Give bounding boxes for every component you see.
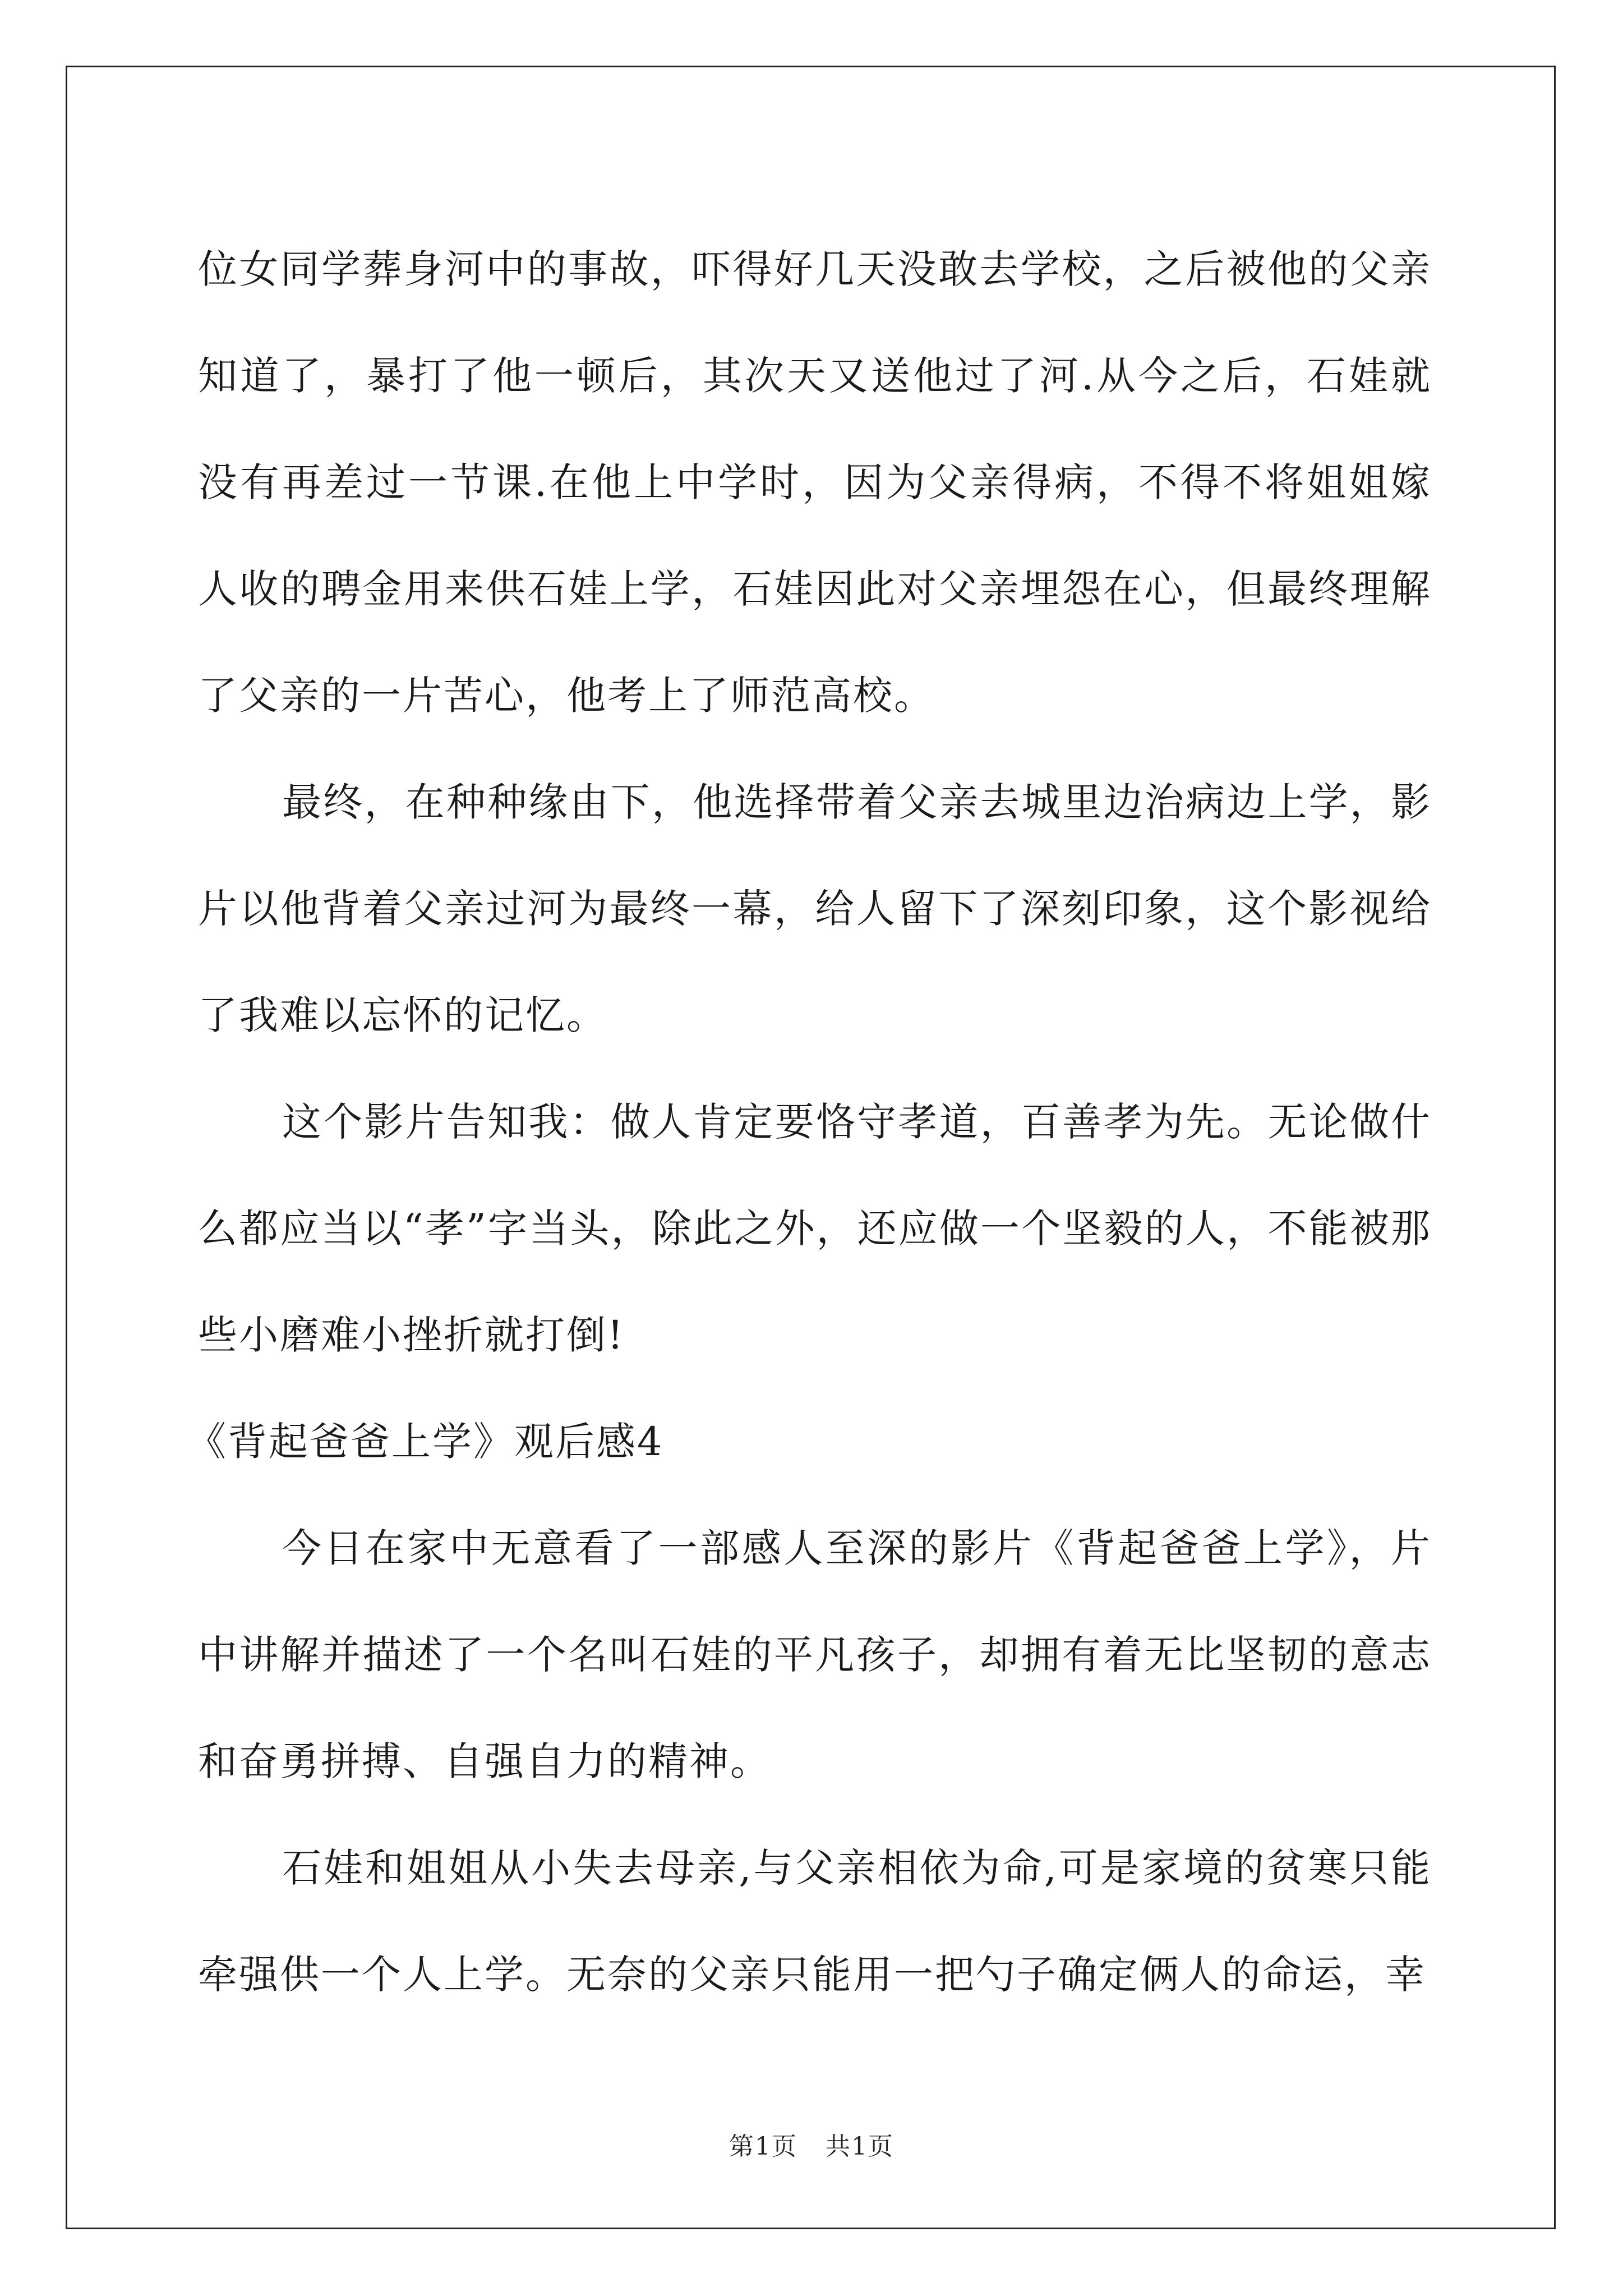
section-title: 《背起爸爸上学》观后感4 [187,1419,664,1465]
page-count: 共1页 [826,2132,894,2161]
document-body [187,216,1432,2028]
page-footer [0,2126,1623,2162]
paragraph: 这个影片告知我：做人肯定要恪守孝道，百善孝为先。无论做什么都应当以“孝”字当头，除此之外，还应做一个坚毅的人，不能被那些小磨难小挫折就打倒! [198,1099,1432,1358]
paragraph: 最终，在种种缘由下，他选择带着父亲去城里边治病边上学，影片以他背着父亲过河为最终一幕，给人留下了深刻印象，这个影视给了我难以忘怀的记忆。 [198,779,1432,1038]
paragraph-continued: 位女同学葬身河中的事故，吓得好几天没敢去学校，之后被他的父亲知道了，暴打了他一顿后，其次天又送他过了河.从今之后，石娃就没有再差过一节课.在他上中学时，因为父亲得病，不得不将姐姐嫁人收的聘金用来供石娃上学，石娃因此对父亲埋怨在心，但最终理解了父亲的一片苦心，他考上了师范高校。 [198,246,1432,719]
paragraph: 今日在家中无意看了一部感人至深的影片《背起爸爸上学》，片中讲解并描述了一个名叫石娃的平凡孩子，却拥有着无比坚韧的意志和奋勇拼搏、自强自力的精神。 [198,1525,1432,1784]
page-number: 第1页 [729,2132,797,2161]
paragraph: 石娃和姐姐从小失去母亲,与父亲相依为命,可是家境的贫寒只能牵强供一个人上学。无奈的父亲只能用一把勺子确定俩人的命运，幸 [198,1845,1432,1998]
